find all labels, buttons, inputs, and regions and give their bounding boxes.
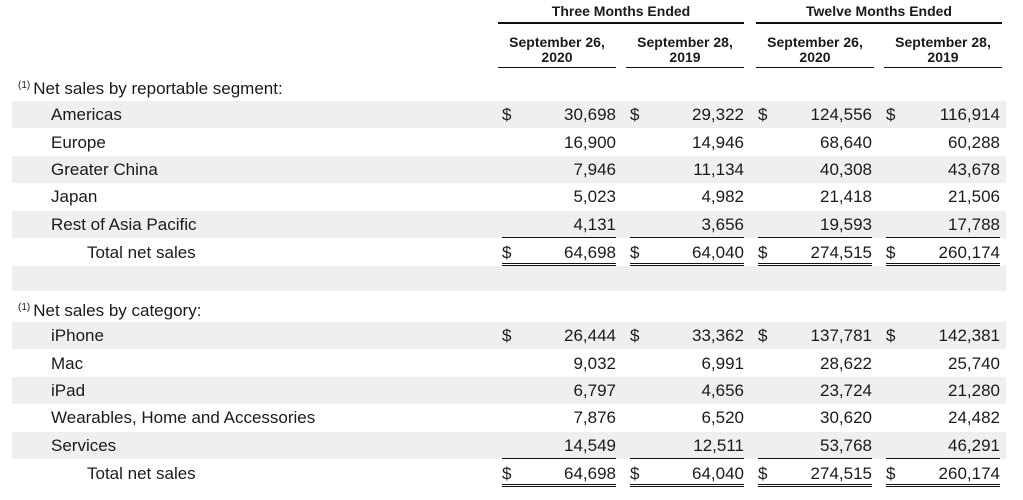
row-label: Rest of Asia Pacific [51,215,197,234]
value-cell [758,211,872,238]
group-header-rule [498,22,744,24]
value-cell [758,404,872,431]
row-label: Greater China [51,160,158,179]
value-text: 7,946 [573,160,616,179]
value-cell [886,460,1000,487]
value-cell [630,322,744,349]
table-row [12,129,1006,156]
value-cell [630,377,744,404]
value-cell [886,129,1000,156]
currency-symbol: $ [630,243,640,262]
currency-symbol: $ [630,326,640,345]
column-header-year: 2019 [669,49,701,65]
currency-symbol: $ [886,326,896,345]
value-text: 124,556 [810,105,872,124]
currency-symbol: $ [502,464,512,483]
currency-symbol: $ [758,105,768,124]
currency-symbol: $ [886,464,896,483]
value-text: 5,023 [573,187,616,206]
column-header [756,35,874,65]
value-text: 274,515 [810,464,872,483]
row-label: iPad [51,381,86,400]
value-cell [758,322,872,349]
column-header-line: September 28, [637,34,733,50]
value-text: 260,174 [938,464,1000,483]
table-row [12,183,1006,210]
value-cell [502,460,616,487]
value-cell [758,377,872,404]
value-cell [758,183,872,210]
value-text: 33,362 [692,326,744,345]
group-header-rule [756,22,1002,24]
value-text: 16,900 [564,133,616,152]
value-text: 274,515 [810,243,872,262]
column-header-year: 2020 [541,49,573,65]
value-cell [502,101,616,128]
value-cell [758,101,872,128]
currency-symbol: $ [502,326,512,345]
value-cell [758,350,872,377]
row-label: Europe [51,133,106,152]
value-cell [502,404,616,431]
value-cell [502,156,616,183]
value-cell [630,211,744,238]
value-cell [886,211,1000,238]
value-text: 64,040 [692,464,744,483]
column-header-rule [626,67,744,68]
value-text: 12,511 [693,436,744,455]
value-cell [630,101,744,128]
value-cell [630,183,744,210]
value-cell [630,239,744,266]
value-text: 60,288 [948,133,1000,152]
column-header-line: September 26, [509,34,605,50]
value-text: 30,620 [820,408,872,427]
currency-symbol: $ [758,326,768,345]
value-cell [502,377,616,404]
value-cell [886,183,1000,210]
value-text: 4,131 [573,215,616,234]
total-row [12,239,1006,266]
value-cell [886,101,1000,128]
value-text: 24,482 [948,408,1000,427]
value-cell [886,156,1000,183]
value-cell [886,350,1000,377]
column-header-line: September 26, [767,34,863,50]
table-row [12,101,1006,128]
value-text: 46,291 [948,436,1000,455]
table-row [12,350,1006,377]
value-cell [886,322,1000,349]
value-text: 17,788 [948,215,1000,234]
value-text: 137,781 [810,326,872,345]
value-text: 4,656 [701,381,744,400]
value-cell [502,432,616,459]
currency-symbol: $ [502,243,512,262]
column-header-rule [498,67,616,68]
value-cell [502,129,616,156]
section-title-segment [18,72,283,102]
value-cell [630,460,744,487]
row-label: Japan [51,187,98,206]
value-text: 30,698 [564,105,616,124]
group-header-three-months: Three Months Ended [551,3,691,19]
value-text: 6,797 [573,381,616,400]
column-header [884,35,1002,65]
value-text: 64,040 [692,243,744,262]
value-cell [630,156,744,183]
row-label: Americas [51,105,122,124]
row-label: Wearables, Home and Accessories [51,408,316,427]
value-cell [502,322,616,349]
section-title-category [18,294,201,324]
value-cell [630,350,744,377]
value-cell [886,404,1000,431]
value-text: 25,740 [948,354,1000,373]
value-cell [630,432,744,459]
section-title-text: Net sales by reportable segment: [33,79,283,98]
row-label: Mac [51,354,84,373]
footnote-marker: (1) [18,302,31,313]
currency-symbol: $ [630,464,640,483]
value-text: 29,322 [692,105,744,124]
column-header-year: 2020 [799,49,831,65]
value-cell [886,432,1000,459]
value-text: 14,946 [692,133,744,152]
value-text: 64,698 [564,464,616,483]
table-row [12,322,1006,349]
group-header-twelve-months: Twelve Months Ended [806,3,952,19]
currency-symbol: $ [502,105,512,124]
value-text: 6,991 [701,354,744,373]
value-cell [502,183,616,210]
column-header-line: September 28, [895,34,991,50]
row-label: Services [51,436,117,455]
value-text: 14,549 [564,436,616,455]
value-text: 21,506 [948,187,1000,206]
currency-symbol: $ [630,105,640,124]
row-label: iPhone [51,326,104,345]
value-cell [758,129,872,156]
value-cell [886,239,1000,266]
value-cell [758,460,872,487]
value-text: 142,381 [938,326,1000,345]
column-header-rule [884,67,1002,68]
total-label: Total net sales [87,464,196,483]
currency-symbol: $ [758,243,768,262]
value-cell [502,211,616,238]
value-cell [630,404,744,431]
total-label: Total net sales [87,243,196,262]
column-header [626,35,744,65]
value-cell [758,156,872,183]
value-text: 9,032 [573,354,616,373]
value-text: 3,656 [701,215,744,234]
currency-symbol: $ [758,464,768,483]
section-title-text: Net sales by category: [33,301,202,320]
value-text: 53,768 [820,436,872,455]
value-cell [758,239,872,266]
value-cell [502,239,616,266]
footnote-marker: (1) [18,80,31,91]
table-row [12,404,1006,431]
value-text: 68,640 [820,133,872,152]
table-row [12,377,1006,404]
total-row [12,460,1006,487]
value-cell [630,129,744,156]
value-cell [886,377,1000,404]
value-text: 40,308 [820,160,872,179]
table-row [12,156,1006,183]
value-text: 23,724 [820,381,872,400]
value-text: 64,698 [564,243,616,262]
table-row [12,211,1006,238]
value-text: 43,678 [948,160,1000,179]
value-cell [502,350,616,377]
table-row [12,432,1006,459]
value-text: 21,280 [948,381,1000,400]
value-text: 6,520 [701,408,744,427]
spacer-band [12,266,1006,291]
currency-symbol: $ [886,243,896,262]
value-text: 21,418 [820,187,872,206]
value-text: 7,876 [573,408,616,427]
column-header [498,35,616,65]
value-cell [758,432,872,459]
value-text: 4,982 [701,187,744,206]
value-text: 260,174 [938,243,1000,262]
column-header-year: 2019 [927,49,959,65]
value-text: 19,593 [820,215,872,234]
currency-symbol: $ [886,105,896,124]
value-text: 11,134 [693,160,744,179]
value-text: 26,444 [564,326,616,345]
value-text: 28,622 [820,354,872,373]
column-header-rule [756,67,874,68]
value-text: 116,914 [939,105,1000,124]
